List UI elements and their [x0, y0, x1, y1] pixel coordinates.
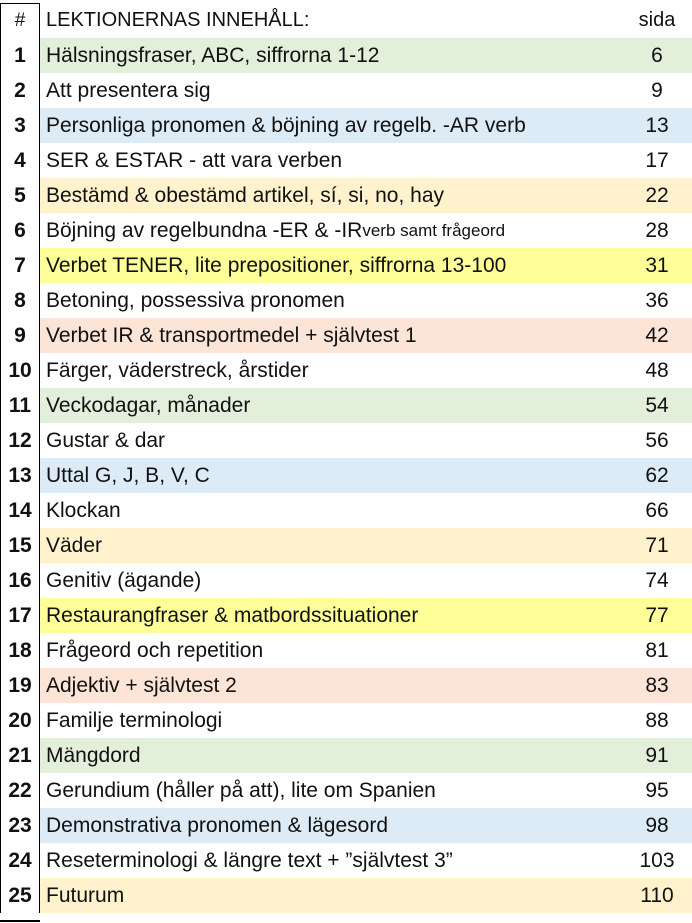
lesson-title: [40, 73, 622, 108]
lesson-row: [0, 283, 692, 318]
lesson-title: [40, 283, 622, 318]
lesson-row: [0, 773, 692, 808]
lesson-title-text: Personliga pronomen & böjning av regelb. -AR verb: [46, 113, 526, 137]
lesson-page-number: 83: [622, 668, 692, 703]
lesson-title: [40, 318, 622, 353]
lesson-page-number: 66: [622, 493, 692, 528]
lesson-title-text: Familje terminologi: [46, 708, 223, 732]
lesson-number: 12: [0, 423, 40, 458]
header-row: [0, 3, 692, 38]
lesson-row: [0, 598, 692, 633]
lesson-title-small-text: verb samt frågeord: [362, 220, 506, 240]
lesson-row: [0, 493, 692, 528]
lesson-row: [0, 633, 692, 668]
lesson-row: [0, 738, 692, 773]
header-page: sida: [638, 9, 676, 31]
lesson-number: 19: [0, 668, 40, 703]
lesson-row: [0, 108, 692, 143]
lesson-title-text: Futurum: [46, 883, 125, 907]
lesson-page-number: 22: [622, 178, 692, 213]
lesson-page-number: 103: [622, 843, 692, 878]
lesson-row: [0, 73, 692, 108]
lesson-title: [40, 598, 622, 633]
lesson-row: [0, 353, 692, 388]
lesson-page-number: 42: [622, 318, 692, 353]
lesson-title: [40, 528, 622, 563]
lesson-title-text: Verbet TENER, lite prepositioner, siffrorna 13-100: [46, 253, 507, 277]
lesson-number: 6: [0, 213, 40, 248]
lesson-title: [40, 493, 622, 528]
lesson-title: [40, 248, 622, 283]
lesson-number: 21: [0, 738, 40, 773]
lesson-title-text: Mängdord: [46, 743, 141, 767]
lesson-title: [40, 668, 622, 703]
lesson-title: [40, 563, 622, 598]
header-title: LEKTIONERNAS INNEHÅLL:: [46, 9, 310, 31]
lesson-row: [0, 178, 692, 213]
lesson-number: 18: [0, 633, 40, 668]
lesson-title-text: Restaurangfraser & matbordssituationer: [46, 603, 419, 627]
lesson-number: 14: [0, 493, 40, 528]
lesson-page-number: 77: [622, 598, 692, 633]
lesson-row: [0, 703, 692, 738]
lesson-number: 25: [0, 878, 40, 913]
lesson-title: [40, 388, 622, 423]
lesson-row: [0, 423, 692, 458]
lesson-number: 16: [0, 563, 40, 598]
lesson-number: 11: [0, 388, 40, 423]
lesson-number: 13: [0, 458, 40, 493]
lesson-row: [0, 563, 692, 598]
lesson-number: 1: [0, 38, 40, 73]
lesson-title-text: Bestämd & obestämd artikel, sí, si, no, hay: [46, 183, 445, 207]
lesson-title-text: Gerundium (håller på att), lite om Spanien: [46, 778, 436, 802]
lesson-title-text: Reseterminologi & längre text + ”självtest 3”: [46, 848, 453, 872]
lesson-title-text: Adjektiv + självtest 2: [46, 673, 237, 697]
lesson-page-number: 54: [622, 388, 692, 423]
lesson-number: 4: [0, 143, 40, 178]
lesson-number: 24: [0, 843, 40, 878]
lesson-title-text: Gustar & dar: [46, 428, 166, 452]
lesson-title: [40, 773, 622, 808]
lesson-title-text: Demonstrativa pronomen & lägesord: [46, 813, 389, 837]
lesson-title-text: Veckodagar, månader: [46, 393, 251, 417]
lesson-title-text: Verbet IR & transportmedel + självtest 1: [46, 323, 417, 347]
lesson-title: [40, 213, 622, 248]
lesson-title: [40, 143, 622, 178]
lesson-page-number: 88: [622, 703, 692, 738]
lesson-page-number: 74: [622, 563, 692, 598]
lesson-number: 5: [0, 178, 40, 213]
lesson-row: [0, 388, 692, 423]
lesson-page-number: 13: [622, 108, 692, 143]
number-column-bottom-border: [0, 920, 40, 922]
lesson-page-number: 95: [622, 773, 692, 808]
lesson-page-number: 110: [622, 878, 692, 913]
lesson-title-text: Klockan: [46, 498, 121, 522]
lesson-number: 17: [0, 598, 40, 633]
lesson-title: [40, 843, 622, 878]
lesson-number: 7: [0, 248, 40, 283]
lesson-title: [40, 38, 622, 73]
lesson-page-number: 91: [622, 738, 692, 773]
lesson-title-text: Frågeord och repetition: [46, 638, 264, 662]
lesson-number: 8: [0, 283, 40, 318]
lesson-title: [40, 738, 622, 773]
lesson-title-text: Uttal G, J, B, V, C: [46, 463, 210, 487]
lesson-title: [40, 703, 622, 738]
lesson-page-number: 71: [622, 528, 692, 563]
lesson-page-number: 28: [622, 213, 692, 248]
lesson-page-number: 48: [622, 353, 692, 388]
lesson-row: [0, 843, 692, 878]
lesson-title-text: Hälsningsfraser, ABC, siffrorna 1-12: [46, 43, 380, 67]
lesson-number: 23: [0, 808, 40, 843]
lesson-page-number: 98: [622, 808, 692, 843]
lesson-page-number: 81: [622, 633, 692, 668]
lesson-number: 20: [0, 703, 40, 738]
lesson-row: [0, 668, 692, 703]
lesson-row: [0, 878, 692, 913]
lesson-row: [0, 248, 692, 283]
lesson-title: [40, 353, 622, 388]
lesson-title: [40, 458, 622, 493]
lesson-number: 9: [0, 318, 40, 353]
lesson-number: 22: [0, 773, 40, 808]
lesson-number: 3: [0, 108, 40, 143]
lesson-row: [0, 318, 692, 353]
lesson-row: [0, 143, 692, 178]
lesson-number: 15: [0, 528, 40, 563]
lesson-row: [0, 458, 692, 493]
lesson-page-number: 56: [622, 423, 692, 458]
lesson-page-number: 6: [622, 38, 692, 73]
lesson-title-text: SER & ESTAR - att vara verben: [46, 148, 343, 172]
lesson-page-number: 31: [622, 248, 692, 283]
lesson-page-number: 17: [622, 143, 692, 178]
lesson-title-text: Färger, väderstreck, årstider: [46, 358, 309, 382]
lesson-row: [0, 213, 692, 248]
lesson-title: [40, 108, 622, 143]
lesson-title-text: Att presentera sig: [46, 78, 211, 102]
lesson-row: [0, 528, 692, 563]
lesson-title: [40, 633, 622, 668]
lesson-page-number: 36: [622, 283, 692, 318]
lesson-title-text: Betoning, possessiva pronomen: [46, 288, 345, 312]
lesson-title: [40, 878, 622, 913]
lesson-title-text: Böjning av regelbundna -ER & -IR: [46, 218, 363, 242]
lesson-title: [40, 423, 622, 458]
lesson-page-number: 9: [622, 73, 692, 108]
lesson-title-text: Väder: [46, 533, 103, 557]
lesson-title: [40, 178, 622, 213]
lesson-number: 2: [0, 73, 40, 108]
lesson-row: [0, 808, 692, 843]
header-number: #: [0, 3, 40, 38]
lesson-number: 10: [0, 353, 40, 388]
lesson-title: [40, 808, 622, 843]
lesson-row: [0, 38, 692, 73]
lesson-title-text: Genitiv (ägande): [46, 568, 202, 592]
lesson-page-number: 62: [622, 458, 692, 493]
